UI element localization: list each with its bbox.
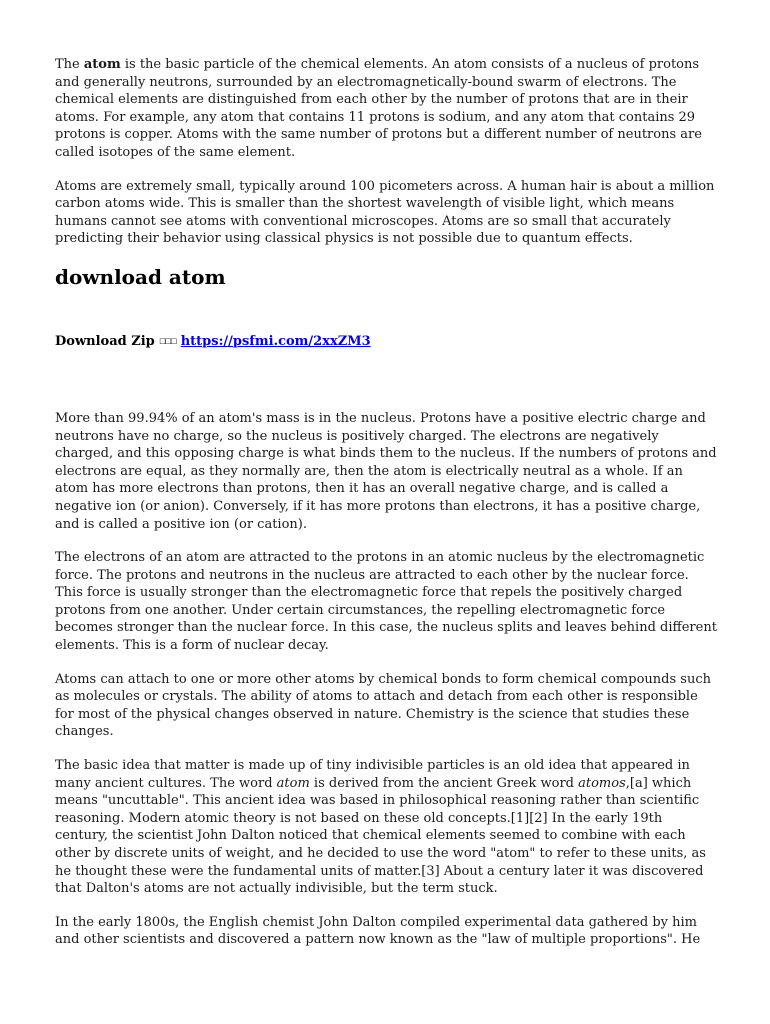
download-line: [55, 334, 717, 349]
article-body: [55, 410, 717, 949]
paragraph-dalton: In the early 1800s, the English chemist John Dalton compiled experimental data gathered by him and other scientists and discovered a pattern now known as the "law of multiple proportions". He: [55, 914, 701, 948]
paragraph-nucleus-mass: More than 99.94% of an atom's mass is in the nucleus. Protons have a positive electric charge and neutrons have no charge, so the nucleus is positively charged. The electrons are negatively charged, and this opposing charge is what binds them to the nucleus. If the numbers of protons and electrons are equal, as they normally are, then the atom is electrically neutral as a whole. If an atom has more electrons than protons, then it has an overall negative charge, and is called a negative ion (or anion). Conversely, if it has more protons than electrons, it has a positive charge, and is called a positive ion (or cation).: [55, 410, 717, 532]
history-text-1: The basic idea that matter is made up of tiny indivisible particles is an old idea that appeared in many ancient cultures. The word: [55, 758, 690, 791]
intro-paragraph-2: Atoms are extremely small, typically around 100 picometers across. A human hair is about a million carbon atoms wide. This is smaller than the shortest wavelength of visible light, which means humans cannot see atoms with conventional microscopes. Atoms are so small that accurately predicting their behavior using classical physics is not possible due to quantum effects.: [55, 178, 715, 247]
history-text-2: is derived from the ancient Greek word: [309, 775, 579, 791]
history-em-atom: atom: [276, 775, 310, 791]
intro-text-rest: is the basic particle of the chemical elements. An atom consists of a nucleus of protons and generally neutrons, surrounded by an electromagnetically-bound swarm of electrons. The chemical elements are distinguished from each other by the number of protons that are in their atoms. For example, any atom that contains 11 protons is sodium, and any atom that contains 29 protons is copper. Atoms with the same number of protons but a different number of neutrons are called isotopes of the same element.: [55, 57, 702, 160]
history-text-3: ,[a] which means "uncuttable". This ancient idea was based in philosophical reasoning rather than scientific reasoning. Modern atomic theory is not based on these old concepts.[1][2] In the early 19th century, the scientist John Dalton noticed that chemical elements seemed to combine with each other by discrete units of weight, and he decided to use the word "atom" to refer to these units, as he thought these were the fundamental units of matter.[3] About a century later it was discovered that Dalton's atoms are not actually indivisible, but the term stuck.: [55, 775, 706, 897]
paragraph-electromagnetic-force: The electrons of an atom are attracted to the protons in an atomic nucleus by the electromagnetic force. The protons and neutrons in the nucleus are attracted to each other by the nuclear force. This force is usually stronger than the electromagnetic force that repels the positively charged protons from one another. Under certain circumstances, the repelling electromagnetic force becomes stronger than the nuclear force. In this case, the nucleus splits and leaves behind different elements. This is a form of nuclear decay.: [55, 550, 717, 654]
paragraph-chemical-bonds: Atoms can attach to one or more other atoms by chemical bonds to form chemical compounds such as molecules or crystals. The ability of atoms to attach and detach from each other is responsible for most of the physical changes observed in nature. Chemistry is the science that studies these changes.: [55, 671, 711, 740]
download-label: Download Zip: [55, 333, 155, 349]
intro-paragraph-1: [55, 56, 717, 162]
download-arrows-icon: ☐☐☐: [159, 333, 177, 347]
history-em-atomos: atomos: [578, 775, 626, 791]
section-heading: download atom: [55, 264, 226, 289]
paragraph-history: [55, 757, 717, 898]
document-page: [55, 56, 717, 965]
download-link[interactable]: https://psfmi.com/2xxZM3: [180, 333, 371, 349]
intro-text-start: The: [55, 57, 84, 72]
atom-bold-term: atom: [83, 57, 121, 72]
